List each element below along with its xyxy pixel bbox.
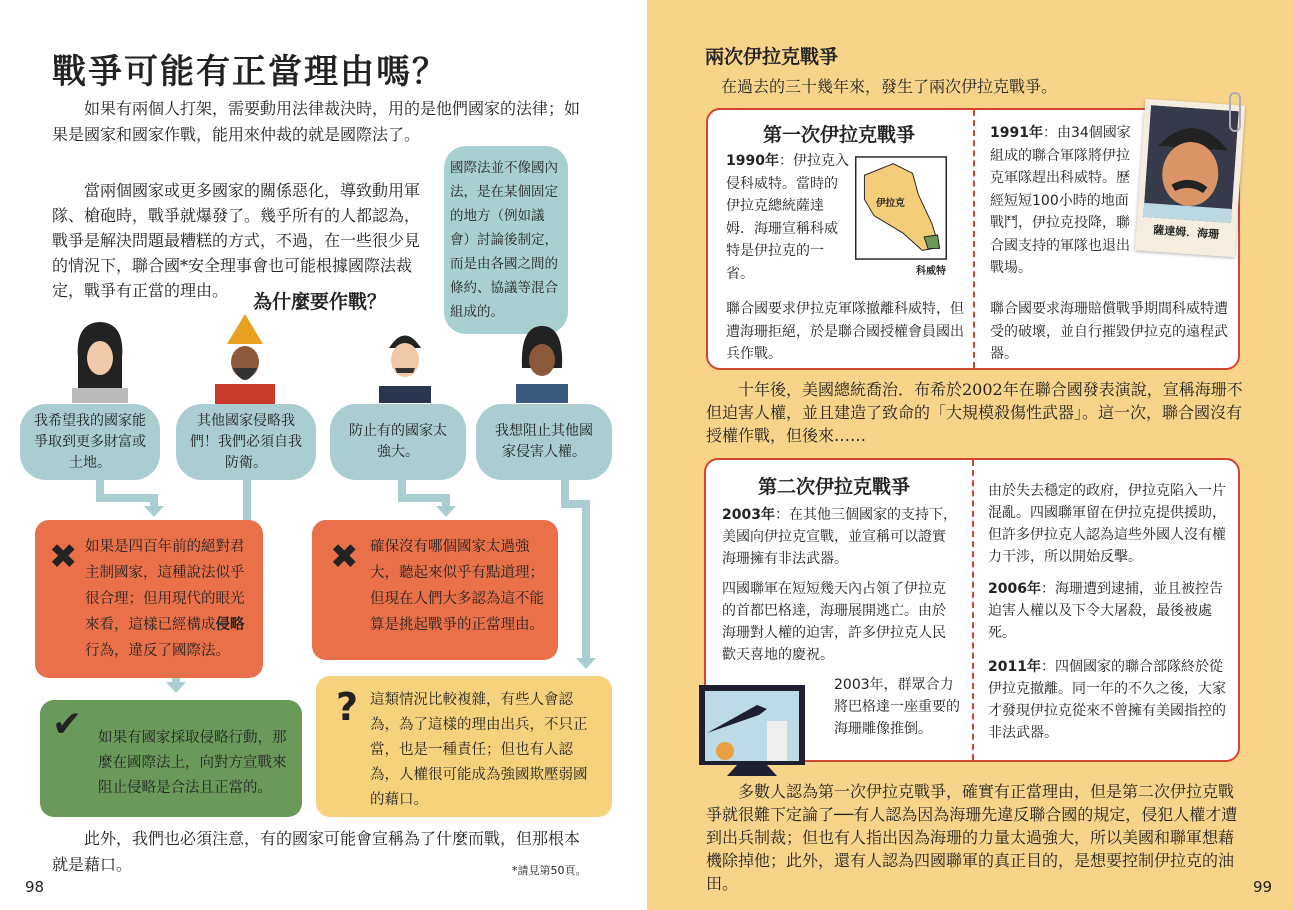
card-title: 第二次伊拉克戰爭 [758, 476, 911, 498]
year-label: 1991年 [990, 125, 1043, 141]
portrait-caption: 薩達姆．海珊 [1152, 223, 1220, 242]
international-law-note: 國際法並不像國內法，是在某個固定的地方（例如議會）討論後制定，而是由各國之間的條約、協議等混合組成的。 [444, 146, 568, 334]
check-mark-icon: ✔ [52, 704, 83, 745]
section-subheading: 為什麼要作戰？ [253, 291, 387, 313]
iraq-map [853, 156, 949, 260]
speech-bubble-balance: 防止有的國家太強大。 [330, 404, 466, 480]
question-mark-icon: ? [336, 685, 359, 729]
verdict-text: 如果是四百年前的絕對君主制國家，這種說法似乎很合理；但用現代的眼光來看，這樣已經構成 [85, 539, 245, 633]
un-demand-text: 聯合國要求伊拉克軍隊撤離科威特，但遭海珊拒絕，於是聯合國授權會員國出兵作戰。 [726, 301, 964, 362]
timeline-2011 [988, 656, 1234, 744]
timeline-2003 [722, 504, 958, 570]
tv-statue-illustration [697, 683, 807, 778]
intro-paragraph: 如果有兩個人打架，需要動用法律裁決時，用的是他們國家的法律；如果是國家和國家作戰，能用來仲裁的就是國際法了。 [52, 99, 581, 144]
divider [972, 460, 974, 760]
statesman-character-illustration [375, 318, 435, 403]
arrow-head [576, 658, 596, 669]
year-text: ：由34個國家組成的聯合軍隊將伊拉克軍隊趕出科威特。歷經短短100小時的地面戰鬥，伊拉克投降，聯合國支持的軍隊也退出戰場。 [990, 125, 1131, 276]
verdict-box-defense [40, 700, 302, 817]
verdict-box-balance [312, 520, 558, 660]
emperor-character-illustration [215, 312, 275, 404]
map-label-iraq: 伊拉克 [875, 198, 905, 210]
year-text: ：海珊遭到逮捕，並且被控告迫害人權以及下令大屠殺，最後被處死。 [988, 581, 1223, 641]
verdict-text: 這類情況比較複雜，有些人會認為，為了這樣的理由出兵，不只正當，也是一種責任；但也有人認為，人權很可能成為強國欺壓弱國的藉口。 [370, 692, 588, 808]
timeline-2006 [988, 578, 1234, 644]
divider [973, 110, 975, 368]
verdict-box-human-rights [316, 676, 612, 817]
timeline-1991 [990, 122, 1136, 280]
year-text: ：在其他三個國家的支持下，美國向伊拉克宣戰，並宣稱可以證實海珊擁有非法武器。 [722, 507, 957, 567]
year-text: ：伊拉克入侵科威特。當時的伊拉克總統薩達姆．海珊宣稱科威特是伊拉克的一省。 [726, 153, 849, 282]
middle-paragraph: 十年後，美國總統喬治．布希於2002年在聯合國發表演說，宣稱海珊不但迫害人權，並且建造了致命的「大規模殺傷性武器」。這一次，聯合國沒有授權作戰，但後來…… [706, 380, 1243, 445]
statue-caption: 2003年，群眾合力將巴格達一座重要的海珊雕像推倒。 [834, 677, 960, 737]
year-label: 2003年 [722, 507, 775, 523]
saddam-portrait-illustration [1143, 105, 1239, 223]
verdict-text-end: 行為，違反了國際法。 [85, 643, 230, 659]
year-label: 2011年 [988, 659, 1041, 675]
king-character-illustration [70, 318, 130, 403]
flow-arrow [398, 494, 448, 502]
paperclip-icon [1229, 92, 1241, 132]
conclusion-paragraph: 多數人認為第一次伊拉克戰爭，確實有正當理由，但是第二次伊拉克戰爭就很難下定論了──有人認為因為海珊先違反聯合國的規定，侵犯人權才遭到出兵制裁；但也有人指出因為海珊的力量太過強大，所以美國和聯軍想藉機除掉他；此外，還有人認為四國聯軍的真正目的，是想要控制伊拉克的油田。 [706, 782, 1238, 893]
verdict-box-wealth [35, 520, 263, 678]
speech-bubble-defense: 其他國家侵略我們！我們必須自我防衛。 [176, 404, 316, 480]
speech-bubble-human-rights: 我想阻止其他國家侵害人權。 [476, 404, 612, 480]
year-label: 1990年 [726, 153, 779, 169]
verdict-text: 確保沒有哪個國家太過強大，聽起來似乎有點道理；但現在人們大多認為這不能算是挑起戰爭的正當理由。 [370, 539, 544, 633]
page-number: 98 [25, 878, 45, 896]
arrow-head [144, 506, 164, 517]
footnote: *請見第50頁。 [512, 864, 587, 877]
page-title: 戰爭可能有正當理由嗎？ [52, 52, 448, 92]
verdict-text: 如果有國家採取侵略行動，那麼在國際法上，向對方宣戰來阻止侵略是合法且正當的。 [98, 730, 287, 796]
arrow-head [166, 682, 186, 693]
baghdad-capture-text: 四國聯軍在短短幾天內占領了伊拉克的首都巴格達，海珊展開逃亡。由於海珊對人權的迫害，許多伊拉克人民歡天喜地的慶祝。 [722, 581, 946, 663]
map-label-kuwait: 科威特 [916, 266, 946, 277]
war-paragraph: 當兩個國家或更多國家的關係惡化，導致動用軍隊、槍砲時，戰爭就爆發了。幾乎所有的人都認為，戰爭是解決問題最糟糕的方式，不過，在一些很少見的情況下，聯合國*安全理事會也可能根據國際法裁定，戰爭有正當的理由。 [52, 181, 421, 300]
closing-paragraph: 此外，我們也必須注意，有的國家可能會宣稱為了什麼而戰，但那根本就是藉口。 [52, 829, 581, 874]
verdict-bold-term: 侵略 [215, 617, 245, 633]
timeline-1990 [726, 150, 850, 285]
x-mark-icon: ✖ [49, 537, 78, 577]
page-number: 99 [1253, 878, 1273, 896]
flow-arrow [96, 494, 156, 502]
chaos-text: 由於失去穩定的政府，伊拉克陷入一片混亂。四國聯軍留在伊拉克提供援助，但許多伊拉克人認為這些外國人沒有權力干涉，所以開始反擊。 [988, 483, 1226, 565]
arrow-head [436, 506, 456, 517]
woman-character-illustration [512, 318, 572, 403]
right-page [647, 0, 1293, 910]
x-mark-icon: ✖ [330, 537, 359, 577]
year-label: 2006年 [988, 581, 1041, 597]
flow-arrow [582, 500, 590, 660]
year-text: ：四個國家的聯合部隊終於從伊拉克撤離。同一年的不久之後，大家才發現伊拉克從來不曾擁有美國指控的非法武器。 [988, 659, 1226, 741]
card-title: 第一次伊拉克戰爭 [763, 124, 916, 146]
intro-paragraph: 在過去的三十幾年來，發生了兩次伊拉克戰爭。 [721, 77, 1058, 96]
speech-bubble-wealth: 我希望我的國家能爭取到更多財富或土地。 [20, 404, 160, 480]
section-heading: 兩次伊拉克戰爭 [705, 46, 839, 68]
reparations-text: 聯合國要求海珊賠償戰爭期間科威特遭受的破壞，並自行摧毀伊拉克的遠程武器。 [990, 301, 1228, 362]
